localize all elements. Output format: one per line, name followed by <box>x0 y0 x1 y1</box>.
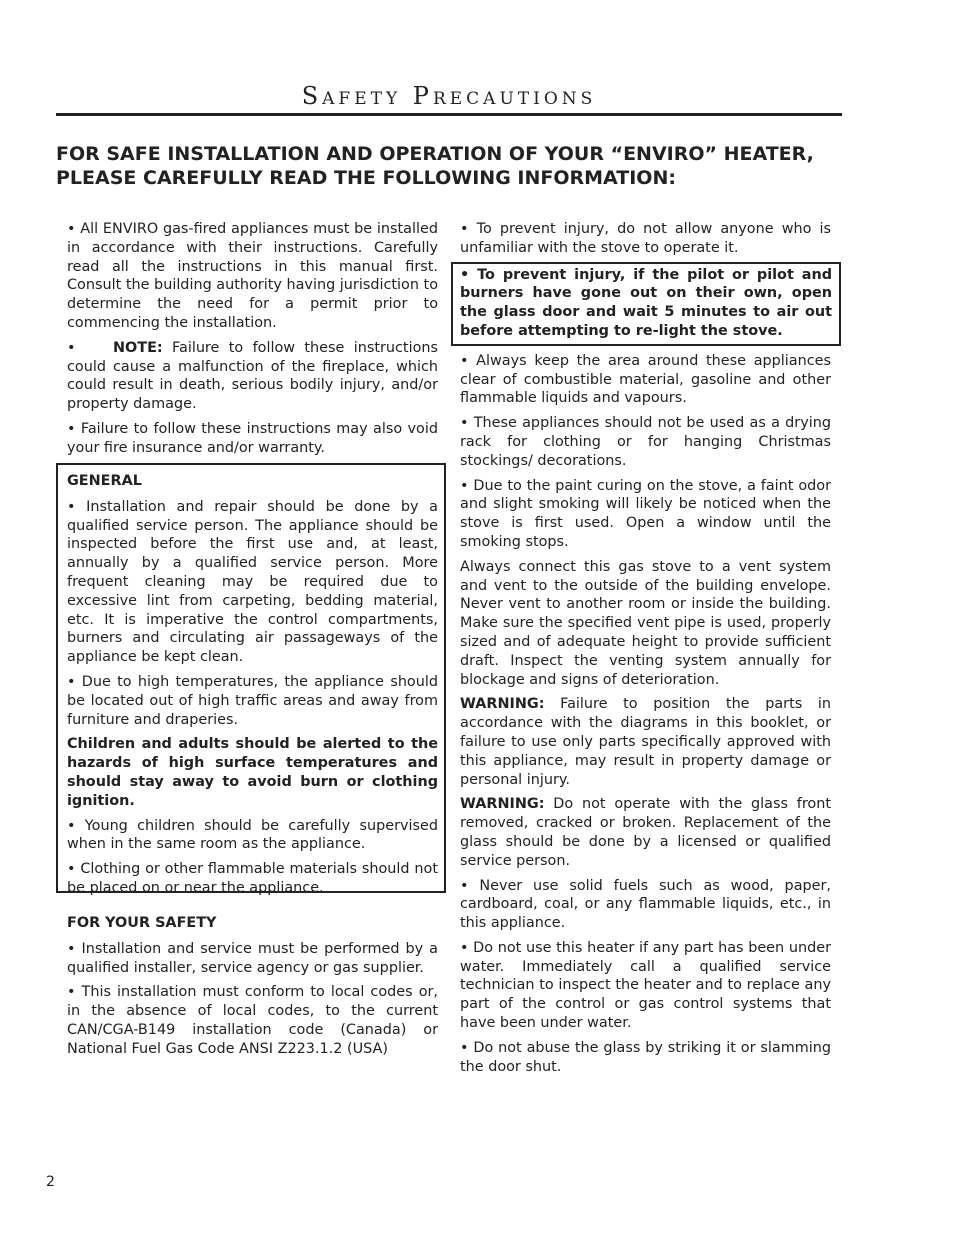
left-intro <box>67 220 438 464</box>
warning-label: WARNING: <box>460 696 545 713</box>
left-paragraph-1: • All ENVIRO gas-fired appliances must be installed in accordance with their instructions. Carefully read all the instructions in this manual first. Consult the building authority having jurisdiction to determine the need for a permit prior to commencing the installation. <box>67 221 438 331</box>
heading-line-2: PLEASE CAREFULLY READ THE FOLLOWING INFORMATION: <box>56 167 676 189</box>
title-rule <box>56 113 842 116</box>
right-paragraph-5: Always connect this gas stove to a vent system and vent to the outside of the building envelope. Never vent to another room or inside the building. Make sure the specified vent pipe is used, properly sized and of adequate height to provide sufficient draft. Inspect the venting system annually for blockage and signs of deterioration. <box>460 558 831 688</box>
general-paragraph-2: • Due to high temperatures, the appliance should be located out of high traffic areas and away from furniture and draperies. <box>67 673 438 728</box>
safety-paragraph-2: • This installation must conform to local codes or, in the absence of local codes, to the current CAN/CGA-B149 installation code (Canada) or National Fuel Gas Code ANSI Z223.1.2 (USA) <box>67 984 438 1057</box>
general-paragraph-5: • Clothing or other flammable materials should not be placed on or near the appliance. <box>67 861 438 896</box>
right-paragraph-7: • Do not use this heater if any part has been under water. Immediately call a qualified service technician to inspect the heater and to replace any part of the control or gas control systems that have been under water. <box>460 939 831 1032</box>
right-column <box>460 220 831 1082</box>
right-paragraph-2: • Always keep the area around these appliances clear of combustible material, gasoline and other flammable liquids and vapours. <box>460 352 831 407</box>
pilot-warning-text: • To prevent injury, if the pilot or pilot and burners have gone out on their own, open the glass door and wait 5 minutes to air out before attempting to re-light the stove. <box>460 266 832 339</box>
page-title: Safety Precautions <box>301 82 597 110</box>
safety-section <box>67 914 438 1065</box>
note-text: Failure to follow these instructions could cause a malfunction of the fireplace, which could result in death, serious bodily injury, and/or property damage. <box>67 339 438 413</box>
warning-paragraph-2 <box>460 795 831 870</box>
right-paragraph-8: • Do not abuse the glass by striking it or slamming the door shut. <box>460 1039 831 1075</box>
main-heading <box>56 142 856 190</box>
safety-heading: FOR YOUR SAFETY <box>67 915 217 931</box>
right-paragraph-3: • These appliances should not be used as a drying rack for clothing or for hanging Christmas stockings/ decorations. <box>460 415 831 469</box>
bullet: • <box>67 339 113 356</box>
left-paragraph-note <box>67 339 438 414</box>
right-paragraph-1: • To prevent injury, do not allow anyone who is unfamiliar with the stove to operate it. <box>460 221 831 256</box>
warning-paragraph-1 <box>460 695 831 789</box>
general-paragraph-4: • Young children should be carefully supervised when in the same room as the appliance. <box>67 817 438 853</box>
right-paragraph-4: • Due to the paint curing on the stove, a faint odor and slight smoking will likely be noticed when the stove is first used. Open a window until the smoking stops. <box>460 477 831 550</box>
note-label: NOTE: <box>112 339 163 356</box>
warning-text: Do not operate with the glass front removed, cracked or broken. Replacement of the glass should be done by a licensed or qualified service person. <box>460 796 831 869</box>
right-paragraph-6: • Never use solid fuels such as wood, paper, cardboard, coal, or any flammable liquids, etc., in this appliance. <box>460 877 831 932</box>
safety-paragraph-1: • Installation and service must be performed by a qualified installer, service agency or gas supplier. <box>67 940 438 976</box>
general-section <box>67 472 438 904</box>
heading-line-1: FOR SAFE INSTALLATION AND OPERATION OF YOUR “ENVIRO” HEATER, <box>56 143 814 165</box>
pilot-warning-box <box>451 262 841 346</box>
general-paragraph-1: • Installation and repair should be done by a qualified service person. The appliance should be inspected before the first use and, at least, annually by a qualified service person. More frequent cleaning may be required due to excessive lint from carpeting, bedding material, etc. It is imperative the control compartments, burners and circulating air passageways of the appliance be kept clean. <box>67 498 438 666</box>
page-number: 2 <box>46 1174 55 1190</box>
warning-label: WARNING: <box>460 796 545 813</box>
general-heading: GENERAL <box>67 473 142 489</box>
left-paragraph-3: • Failure to follow these instructions may also void your fire insurance and/or warranty. <box>67 420 438 456</box>
warning-text: Failure to position the parts in accordance with the diagrams in this booklet, or failure to use only parts specifically approved with this appliance, may result in property damage or personal injury. <box>460 696 831 788</box>
general-warning: Children and adults should be alerted to the hazards of high surface temperatures and should stay away to avoid burn or clothing ignition. <box>67 736 438 809</box>
